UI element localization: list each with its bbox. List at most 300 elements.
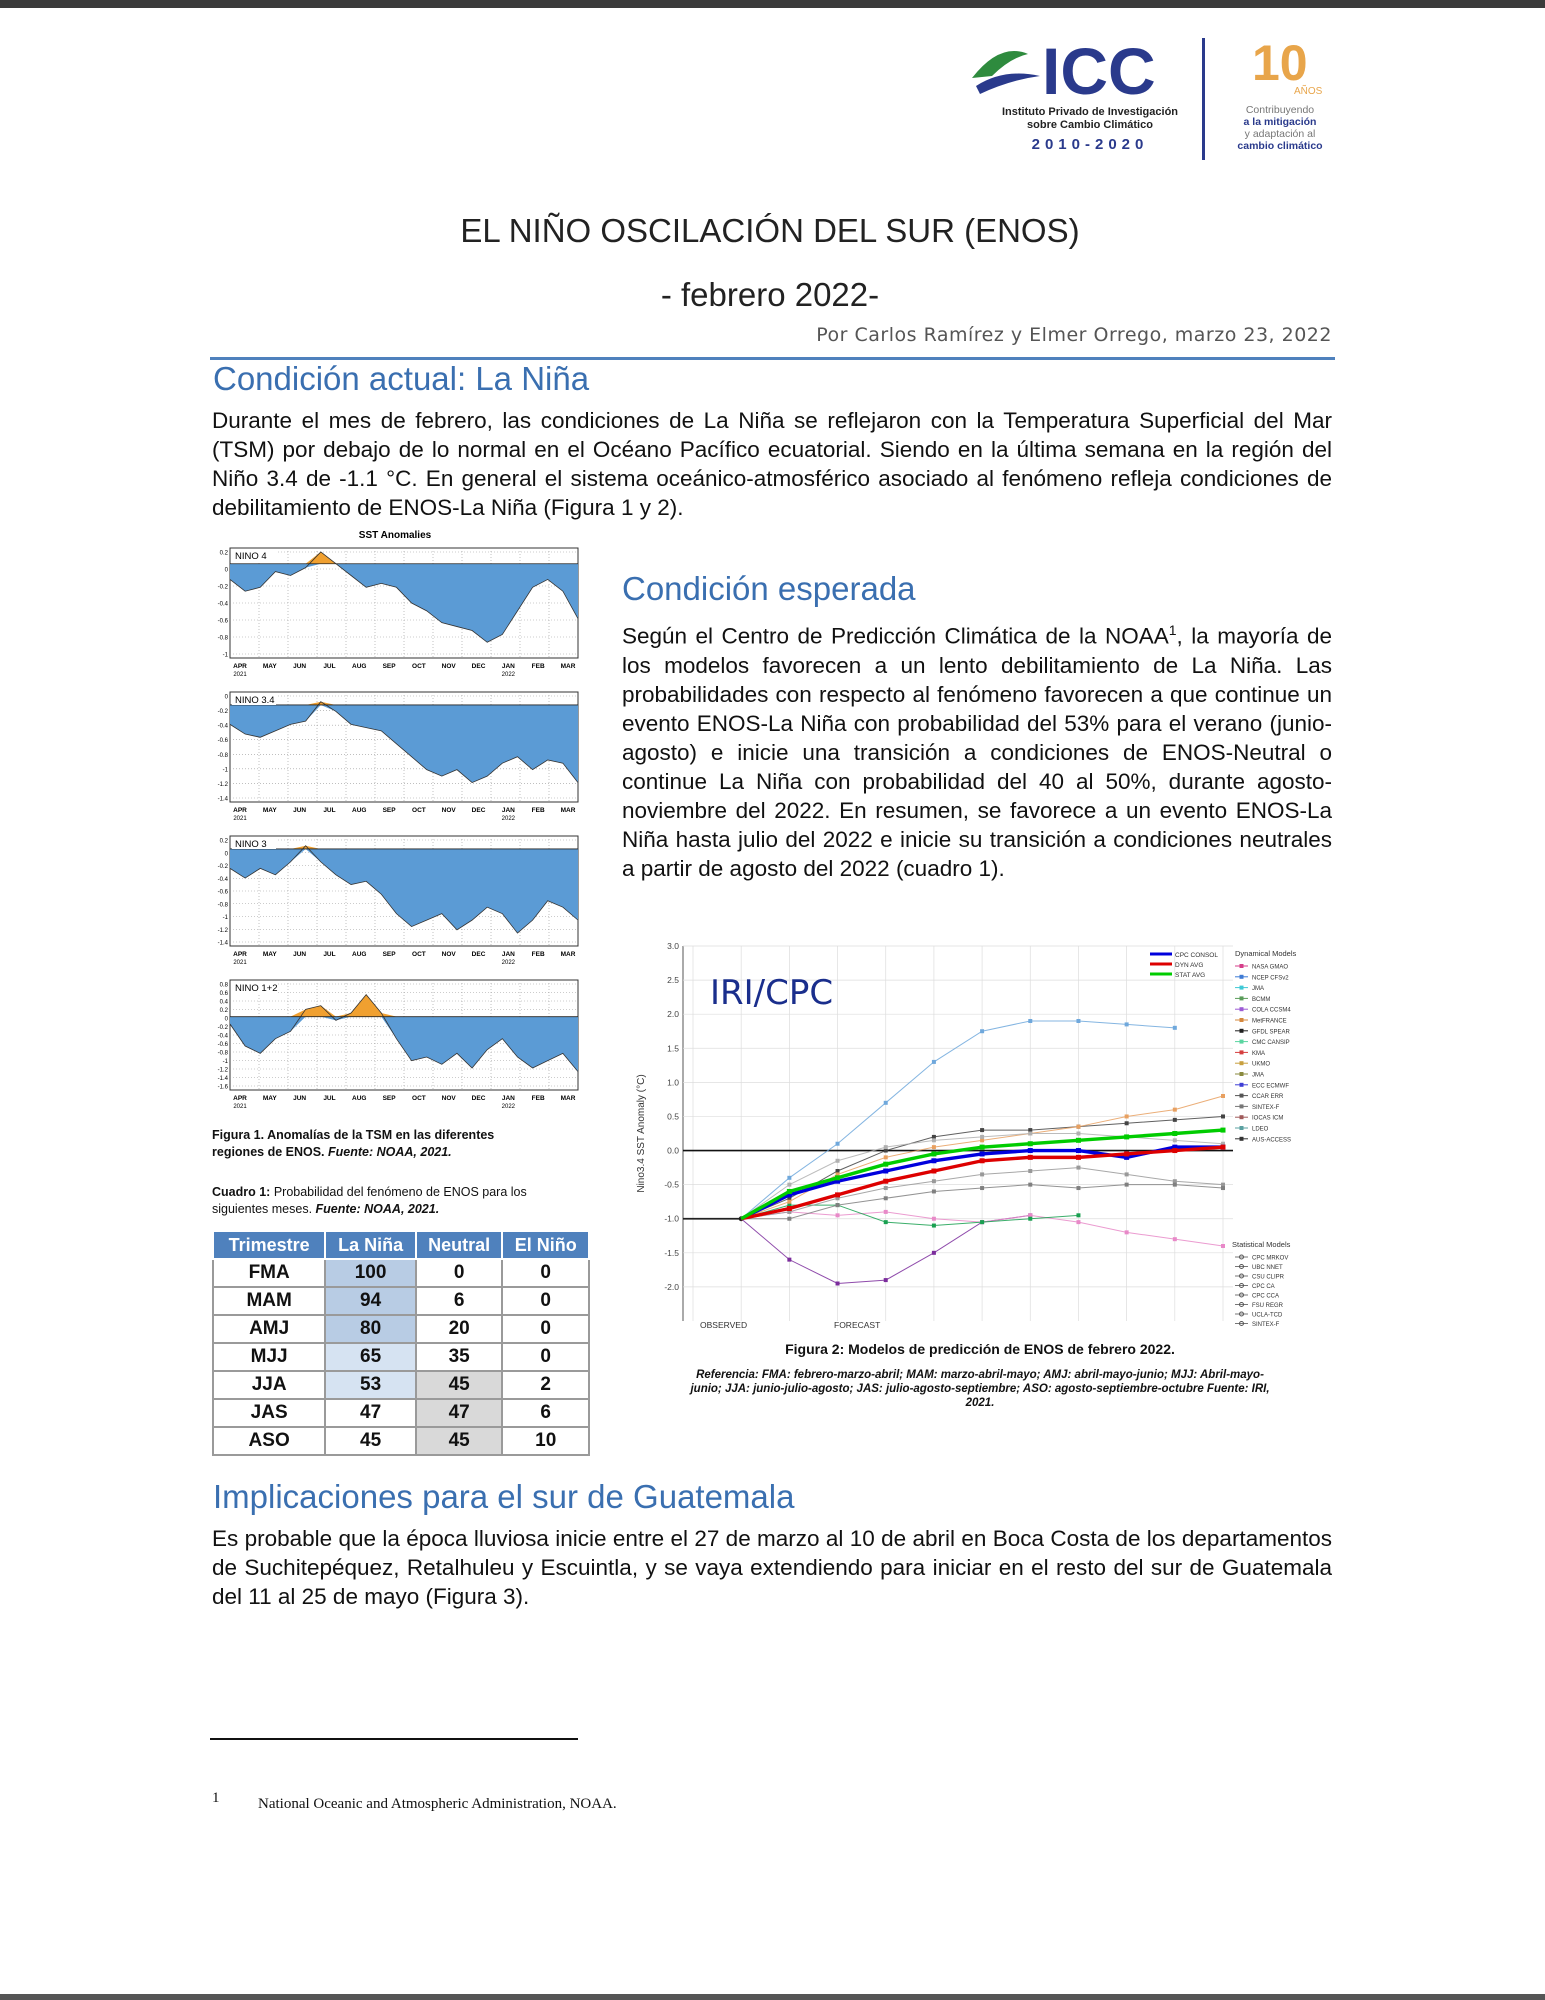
data-point: [1028, 1217, 1032, 1221]
data-point: [980, 1220, 984, 1224]
anniv-line4-text: cambio climático: [1237, 140, 1323, 152]
month-label: OCT: [412, 663, 426, 670]
y-tick-label: -0.4: [217, 601, 228, 608]
legend-entry: CPC CONSOL: [1175, 952, 1218, 959]
data-point: [932, 1135, 936, 1139]
figure-1-caption-source: Fuente: NOAA, 2021.: [324, 1145, 452, 1159]
legend-marker: [1240, 1083, 1244, 1087]
data-point: [787, 1200, 791, 1204]
data-point: [980, 1135, 984, 1139]
col-trimestre: Trimestre: [213, 1231, 325, 1259]
legend-entry: CCAR ERR: [1252, 1094, 1284, 1101]
legend-marker: [1240, 996, 1244, 1000]
table-1-caption-source: Fuente: NOAA, 2021.: [312, 1202, 440, 1216]
panel-label: NINO 3.4: [235, 695, 275, 706]
cell-el-nino: 0: [502, 1343, 589, 1371]
month-label: JUN: [293, 951, 307, 958]
legend-entry: FSU REGR: [1252, 1303, 1284, 1309]
legend-entry: STAT AVG: [1175, 972, 1206, 979]
legend-marker: [1240, 986, 1244, 990]
y-tick-label: -1.5: [664, 1247, 679, 1258]
data-point: [1221, 1114, 1225, 1118]
month-label: JUN: [293, 1095, 307, 1102]
series-cpc-consol: [741, 1145, 1225, 1219]
y-tick-label: -0.6: [217, 889, 228, 896]
month-label: AUG: [352, 807, 367, 814]
sst-anomalies-chart: [210, 526, 590, 1110]
data-point: [883, 1169, 888, 1174]
data-point: [1028, 1132, 1032, 1136]
data-point: [1221, 1128, 1226, 1133]
data-point: [1221, 1186, 1225, 1190]
cell-la-nina: 47: [325, 1399, 416, 1427]
data-point: [1028, 1213, 1032, 1217]
table-row: [213, 1343, 589, 1371]
table-1-caption-label: Cuadro 1:: [212, 1185, 271, 1199]
data-point: [980, 1029, 984, 1033]
anniversary-number: 10: [1252, 35, 1308, 91]
cell-trimestre: MAM: [213, 1287, 325, 1315]
year-label: 2022: [501, 672, 516, 678]
y-tick-label: 0.2: [219, 1008, 228, 1014]
month-label: MAY: [262, 1095, 277, 1102]
data-point: [1028, 1019, 1032, 1023]
panel-label: NINO 4: [235, 551, 267, 562]
y-tick-label: 0.5: [667, 1111, 679, 1122]
legend-entry: CPC CCA: [1252, 1293, 1280, 1300]
legend-entry: COLA CCSM4: [1252, 1007, 1291, 1014]
footnote-ref-1[interactable]: 1: [1168, 622, 1177, 638]
cell-neutral: 45: [416, 1371, 503, 1399]
data-point: [1221, 1145, 1226, 1150]
data-point: [1173, 1237, 1177, 1241]
document-title: EL NIÑO OSCILACIÓN DEL SUR (ENOS): [460, 212, 1080, 249]
series-ucla-tcd: [741, 1210, 1225, 1248]
table-header-row: [213, 1231, 589, 1259]
anniv-line3: y adaptación al: [1244, 128, 1316, 140]
y-tick-label: 1.0: [667, 1077, 679, 1088]
data-point: [1125, 1114, 1129, 1118]
legend-title-statistical: Statistical Models: [1232, 1240, 1291, 1249]
anniv-line4: [1220, 140, 1340, 152]
month-label: OCT: [412, 1095, 426, 1102]
data-point: [787, 1183, 791, 1187]
logo-subtitle: [970, 106, 1210, 132]
data-point: [1125, 1183, 1129, 1187]
month-label: SEP: [382, 1095, 396, 1102]
legend-entry: IOCAS ICM: [1252, 1115, 1284, 1122]
figure-2-caption: Figura 2: Modelos de predicción de ENOS de febrero 2022.: [785, 1341, 1175, 1357]
month-label: JAN: [501, 807, 515, 814]
month-label: MAY: [262, 807, 277, 814]
data-point: [932, 1060, 936, 1064]
y-tick-label: 0.2: [219, 838, 228, 845]
icc-logo: [970, 32, 1340, 164]
data-point: [1028, 1148, 1033, 1153]
month-label: APR: [233, 1095, 247, 1102]
legend-marker: [1240, 1050, 1244, 1054]
data-point: [1221, 1183, 1225, 1187]
cell-el-nino: 2: [502, 1371, 589, 1399]
data-point: [1172, 1148, 1177, 1153]
year-label: 2021: [233, 960, 247, 966]
month-label: APR: [233, 663, 247, 670]
table-row: [213, 1259, 589, 1287]
paragraph-implications: Es probable que la época lluviosa inicie entre el 27 de marzo al 10 de abril en Boca Costa de los departamentos de Suchitepéquez, Retalhuleu y Escuintla, y se vaya extendiendo para iniciar en el resto del sur de Guatemala del 11 al 25 de mayo (Figura 3).: [212, 1526, 1332, 1609]
anniversary-text: [1220, 104, 1340, 152]
month-label: OCT: [412, 951, 426, 958]
cell-el-nino: 0: [502, 1315, 589, 1343]
legend-entry: MetFRANCE: [1252, 1018, 1287, 1025]
cell-el-nino: 10: [502, 1427, 589, 1455]
data-point: [884, 1210, 888, 1214]
paragraph-current-condition: Durante el mes de febrero, las condiciones de La Niña se reflejaron con la Temperatura Superficial del Mar (TSM) por debajo de lo normal en el Océano Pacífico ecuatorial. Siendo en la última semana en la región del Niño 3.4 de -1.1 °C. En general el sistema oceánico-atmosférico asociado al fenómeno refleja condiciones de debilitamiento de ENOS-La Niña (Figura 1 y 2).: [212, 408, 1332, 520]
legend-marker: [1240, 1137, 1244, 1141]
month-label: AUG: [352, 951, 367, 958]
y-tick-label: -0.8: [217, 1050, 228, 1057]
data-point: [883, 1162, 888, 1167]
month-label: JUN: [293, 807, 307, 814]
viewer-bottom-bar: [0, 1994, 1545, 2000]
data-point: [932, 1217, 936, 1221]
anniversary-unit: AÑOS: [1294, 86, 1323, 97]
icc-logo-mark: [970, 32, 1210, 108]
y-tick-label: -0.2: [217, 584, 228, 591]
data-point: [1028, 1128, 1032, 1132]
month-label: MAR: [560, 663, 576, 670]
table-1-caption: [212, 1184, 562, 1218]
y-tick-label: -1: [222, 915, 228, 921]
legend-entry: LDEO: [1252, 1126, 1269, 1133]
legend-entry: UKMO: [1252, 1061, 1270, 1068]
legend-marker: [1240, 1072, 1244, 1076]
anniversary-badge: [1242, 32, 1342, 102]
data-point: [884, 1155, 888, 1159]
month-label: APR: [233, 951, 247, 958]
data-point: [883, 1179, 888, 1184]
y-tick-label: -0.8: [217, 635, 228, 642]
table-row: [213, 1399, 589, 1427]
enso-model-plume-chart: [628, 936, 1328, 1336]
expected-text-a: Según el Centro de Predicción Climática de la NOAA: [622, 623, 1169, 649]
data-point: [931, 1169, 936, 1174]
month-label: DEC: [471, 951, 486, 958]
y-tick-label: -2.0: [664, 1281, 679, 1292]
month-label: DEC: [471, 663, 486, 670]
y-tick-label: -1.0: [664, 1213, 679, 1224]
data-point: [836, 1142, 840, 1146]
data-point: [836, 1169, 840, 1173]
legend-entry: GFDL SPEAR: [1252, 1029, 1290, 1036]
data-point: [1173, 1138, 1177, 1142]
month-label: SEP: [382, 663, 396, 670]
data-point: [932, 1189, 936, 1193]
data-point: [1028, 1183, 1032, 1187]
data-point: [1124, 1151, 1129, 1156]
y-tick-label: 2.5: [667, 975, 679, 986]
month-label: JAN: [501, 663, 515, 670]
data-point: [931, 1158, 936, 1163]
chart-title: IRI/CPC: [710, 973, 834, 1013]
month-label: SEP: [382, 951, 396, 958]
y-tick-label: 0.0: [667, 1145, 679, 1156]
cell-el-nino: 0: [502, 1259, 589, 1287]
logo-years: 2010-2020: [1031, 136, 1149, 153]
cell-la-nina: 65: [325, 1343, 416, 1371]
data-point: [1221, 1094, 1225, 1098]
data-point: [884, 1149, 888, 1153]
data-point: [980, 1145, 985, 1150]
cell-neutral: 35: [416, 1343, 503, 1371]
legend-marker: [1240, 964, 1244, 968]
year-label: 2022: [501, 816, 516, 822]
forecast-label: FORECAST: [834, 1320, 881, 1330]
y-tick-label: -0.2: [217, 864, 228, 870]
data-point: [884, 1101, 888, 1105]
y-tick-label: -0.5: [664, 1179, 679, 1190]
cell-trimestre: JAS: [213, 1399, 325, 1427]
data-point: [1028, 1155, 1033, 1160]
y-tick-label: -1.4: [217, 1076, 228, 1082]
data-point: [1125, 1230, 1129, 1234]
observed-label: OBSERVED: [700, 1320, 748, 1330]
y-tick-label: -0.2: [217, 1025, 228, 1031]
cell-neutral: 47: [416, 1399, 503, 1427]
y-tick-label: -1: [222, 1059, 228, 1065]
cell-el-nino: 0: [502, 1287, 589, 1315]
legend-entry: CPC MRKOV: [1252, 1255, 1289, 1262]
data-point: [787, 1189, 792, 1194]
logo-divider: [1202, 38, 1205, 160]
sst-panel-nino-3: [218, 836, 578, 966]
data-point: [835, 1192, 840, 1197]
y-tick-label: -0.4: [217, 723, 228, 730]
data-point: [980, 1172, 984, 1176]
data-point: [884, 1220, 888, 1224]
month-label: MAR: [560, 951, 576, 958]
data-point: [1173, 1108, 1177, 1112]
data-point: [980, 1128, 984, 1132]
month-label: NOV: [441, 663, 456, 670]
document-subtitle: - febrero 2022-: [660, 276, 880, 313]
month-label: MAY: [262, 663, 277, 670]
sst-panel-nino-3-4: [218, 692, 578, 822]
legend-entry: DYN AVG: [1175, 962, 1204, 969]
data-point: [932, 1224, 936, 1228]
figure-2-iri-cpc-plume: [628, 936, 1328, 1336]
legend-entry: KMA: [1252, 1050, 1266, 1057]
footnote-text: National Oceanic and Atmospheric Administration, NOAA.: [258, 1796, 617, 1812]
legend-entry: CSU CLIPR: [1252, 1274, 1285, 1281]
data-point: [1076, 1132, 1080, 1136]
table-row: [213, 1371, 589, 1399]
month-label: JAN: [501, 951, 515, 958]
sst-title: SST Anomalies: [358, 530, 432, 541]
year-label: 2021: [233, 816, 247, 822]
month-label: FEB: [531, 1095, 545, 1102]
data-point: [1076, 1019, 1080, 1023]
legend-entry: BCMM: [1252, 996, 1271, 1003]
data-point: [1173, 1179, 1177, 1183]
month-label: OCT: [412, 807, 426, 814]
cell-trimestre: MJJ: [213, 1343, 325, 1371]
data-point: [931, 1151, 936, 1156]
legend-entry: ECC ECMWF: [1252, 1083, 1289, 1090]
data-point: [1124, 1134, 1129, 1139]
y-tick-label: -0.6: [217, 618, 228, 625]
cell-neutral: 6: [416, 1287, 503, 1315]
y-tick-label: -0.2: [217, 709, 228, 716]
sst-panel-nino-4: [218, 548, 578, 678]
data-point: [980, 1138, 984, 1142]
cell-trimestre: AMJ: [213, 1315, 325, 1343]
legend-entry: UBC NNET: [1252, 1265, 1283, 1271]
y-tick-label: -1: [222, 767, 228, 774]
month-label: JUN: [293, 663, 307, 670]
data-point: [787, 1258, 791, 1262]
data-point: [1076, 1213, 1080, 1217]
cell-el-nino: 6: [502, 1399, 589, 1427]
col-neutral: Neutral: [416, 1231, 503, 1259]
data-point: [980, 1158, 985, 1163]
legend-marker: [1240, 1029, 1244, 1033]
legend-marker: [1240, 1007, 1244, 1011]
y-tick-label: -1.2: [217, 927, 228, 934]
data-point: [980, 1186, 984, 1190]
legend-entry: NCEP CFSv2: [1252, 975, 1289, 982]
month-label: DEC: [471, 807, 486, 814]
table-1-caption-text: Probabilidad del fenómeno de ENOS para los siguientes meses.: [212, 1185, 527, 1216]
legend-entry: JMA: [1252, 986, 1264, 993]
legend-entry: NASA GMAO: [1252, 964, 1289, 971]
legend-entry: SINTEX-F: [1252, 1322, 1280, 1328]
data-point: [1076, 1155, 1081, 1160]
col-la-nina: La Niña: [325, 1231, 416, 1259]
year-label: 2022: [501, 960, 516, 966]
month-label: JAN: [501, 1095, 515, 1102]
table-row: [213, 1287, 589, 1315]
anniv-line1: Contribuyendo: [1245, 104, 1315, 116]
y-tick-label: 3.0: [667, 941, 679, 951]
y-tick-label: -0.8: [217, 752, 228, 759]
y-tick-label: 1.5: [667, 1043, 679, 1054]
data-point: [1076, 1138, 1081, 1143]
logo-text: ICC: [1042, 34, 1156, 108]
y-tick-label: -1.2: [217, 1067, 228, 1074]
data-point: [1076, 1186, 1080, 1190]
expected-text-b: , la mayoría de los modelos favorecen a un lento debilitamiento de La Niña. Las probabilidades con respecto al fenómeno favorecen a que continue un evento ENOS-La Niña con probabilidad del 53% para el verano (junio-agosto) e inicie una transición a condiciones de ENOS-Neutral o continue La Niña con probabilidad del 40 al 50%, durante agosto-noviembre del 2022. En resumen, se favorece a un evento ENOS-La Niña hasta julio del 2022 e inicie su transición a condiciones neutrales a partir de agosto del 2022 (cuadro 1).: [622, 623, 1332, 881]
legend-marker: [1240, 1104, 1244, 1108]
month-label: JUL: [323, 951, 336, 958]
y-tick-label: -1.4: [217, 796, 228, 803]
year-label: 2021: [233, 672, 247, 678]
month-label: AUG: [352, 663, 367, 670]
legend-marker: [1240, 1126, 1244, 1130]
data-point: [1221, 1244, 1225, 1248]
month-label: MAR: [560, 807, 576, 814]
y-tick-label: 0.4: [219, 999, 228, 1006]
data-point: [1173, 1118, 1177, 1122]
y-tick-label: -0.8: [217, 902, 228, 909]
data-point: [1125, 1172, 1129, 1176]
data-point: [1125, 1022, 1129, 1026]
data-point: [932, 1251, 936, 1255]
legend-entry: JMA: [1252, 1072, 1264, 1079]
y-tick-label: 0: [224, 851, 228, 858]
data-point: [836, 1159, 840, 1163]
month-label: FEB: [531, 663, 545, 670]
paragraph-expected-condition: [622, 616, 1332, 883]
y-tick-label: -0.6: [217, 1042, 228, 1048]
data-point: [1172, 1131, 1177, 1136]
cell-neutral: 45: [416, 1427, 503, 1455]
cell-la-nina: 53: [325, 1371, 416, 1399]
month-label: FEB: [531, 807, 545, 814]
heading-expected-condition: Condición esperada: [622, 570, 916, 607]
series-jma: [741, 1166, 1225, 1219]
cell-neutral: 0: [416, 1259, 503, 1287]
data-point: [884, 1278, 888, 1282]
figure-1-caption-text: Figura 1. Anomalías de la TSM en las diferentes regiones de ENOS.: [212, 1128, 495, 1159]
legend-entry: UCLA-TCD: [1252, 1312, 1283, 1319]
legend-title-dynamical: Dynamical Models: [1235, 949, 1297, 958]
month-label: SEP: [382, 807, 396, 814]
legend-marker: [1240, 1040, 1244, 1044]
data-point: [787, 1206, 792, 1211]
month-label: MAR: [560, 1095, 576, 1102]
data-point: [1173, 1026, 1177, 1030]
sst-panel-nino-1-2: [218, 980, 578, 1110]
data-point: [1076, 1220, 1080, 1224]
month-label: MAY: [262, 951, 277, 958]
byline: Por Carlos Ramírez y Elmer Orrego, marzo 23, 2022: [816, 324, 1332, 346]
legend-marker: [1240, 975, 1244, 979]
year-label: 2021: [233, 1104, 247, 1110]
table-row: [213, 1427, 589, 1455]
data-point: [932, 1138, 936, 1142]
data-point: [1076, 1166, 1080, 1170]
data-point: [1125, 1121, 1129, 1125]
data-point: [884, 1145, 888, 1149]
y-tick-label: -1: [222, 652, 228, 659]
y-tick-label: -0.4: [217, 1033, 228, 1040]
anniv-line2: [1220, 116, 1340, 128]
figure-1-caption: [212, 1127, 548, 1161]
legend-marker: [1240, 1018, 1244, 1022]
panel-label: NINO 3: [235, 839, 267, 850]
cell-trimestre: ASO: [213, 1427, 325, 1455]
heading-current-condition: Condición actual: La Niña: [213, 360, 590, 397]
legend-marker: [1240, 1115, 1244, 1119]
y-tick-label: 2.0: [667, 1009, 679, 1020]
y-tick-label: -0.6: [217, 738, 228, 745]
month-label: JUL: [323, 663, 336, 670]
cell-la-nina: 94: [325, 1287, 416, 1315]
footnote-separator: [210, 1738, 578, 1740]
y-axis-label: Nino3.4 SST Anomaly (°C): [636, 1074, 647, 1193]
year-label: 2022: [501, 1104, 516, 1110]
heading-implications: Implicaciones para el sur de Guatemala: [213, 1478, 795, 1515]
cell-la-nina: 80: [325, 1315, 416, 1343]
figure-2-reference: Referencia: FMA: febrero-marzo-abril; MAM: marzo-abril-mayo; AMJ: abril-mayo-junio; MJJ: Abril-mayo-junio; JJA: junio-julio-agosto; JAS: julio-agosto-septiembre; ASO: agosto-septiembre-octubre Fuente: IRI, 2021.: [690, 1369, 1270, 1409]
data-point: [835, 1175, 840, 1180]
data-point: [787, 1176, 791, 1180]
y-tick-label: 0.6: [219, 991, 228, 997]
legend-marker: [1240, 1061, 1244, 1065]
logo-line2: sobre Cambio Climático: [1027, 119, 1153, 131]
data-point: [836, 1203, 840, 1207]
legend-entry: CPC CA: [1252, 1284, 1275, 1290]
